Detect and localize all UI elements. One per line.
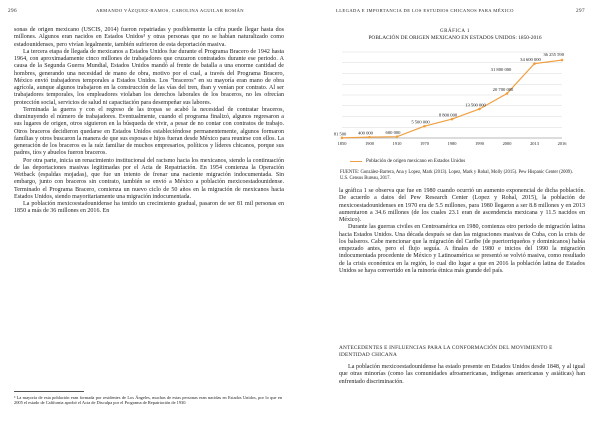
figure-label: GRÁFICA 1 — [440, 29, 470, 34]
data-label: 13 500 000 — [465, 102, 486, 108]
x-tick-label: 1980 — [447, 141, 457, 146]
data-point — [506, 92, 509, 95]
paragraph: Terminada la guerra y con el regreso de las tropas se acabó la necesidad de contratar braceros, disminuyendo el número de trabajadores. Eventualmente, cuando el programa finalizó, algunos regresaron a sus lugares de origen, otros siguieron en la búsqueda de vivir, a pesar de no contar con contratos de trabajo. Otros braceros decidieron quedarse en Estados Unidos estableciéndose permanentemente, algunos formaron familias y otros buscaron la manera de que sus esposas e hijos fueran desde México para reunirse con ellos. La generación de los braceros es la raíz familiar de muchos empresarios, políticos y líderes chicanos, porque sus padres, tíos y abuelos fueron braceros. — [14, 106, 284, 157]
paragraph: la gráfica 1 se observa que fue en 1980 cuando ocurrió un aumento exponencial de dicha población. De acuerdo a datos del Pew Research Center (Lopez y Rohal, 2015), la población de mexicoestadounidenses en 1970 era de 5.5 millones, para 1980 llegaron a ser 8.8 millones y en 2013 aumentaron a 34.6 millones (de los cuales 23.1 eran de ascendencia mexicana y 11.5 nacidos en México). — [339, 188, 585, 223]
data-label: 8 800 000 — [438, 112, 458, 118]
data-label: 81 500 — [333, 131, 347, 137]
x-tick-label: 2013 — [530, 141, 539, 146]
data-point — [478, 108, 481, 111]
footnote: ³ La mayoría de esta población eran formada por residentes de Los Ángeles, muchas de estas personas eran nacidas en Estados Unidos, por lo que en 2005 el estado de California aprobó el Acta de Disculpa por el Programa de Repatriación de 1930. — [14, 395, 282, 406]
annotation-label: 31 800 000 — [490, 67, 512, 73]
data-label: 400 000 — [358, 130, 373, 136]
data-point — [341, 137, 344, 140]
running-head: LLEGADA E IMPORTANCIA DE LOS ESTUDIOS CHICANOS PARA MÉXICO — [336, 8, 514, 13]
running-head: ARMANDO VÁZQUEZ-RAMOS, CAROLINA AGUILAR ROMÁN — [96, 8, 244, 13]
footnote-rule — [14, 391, 84, 392]
figure-title: POBLACIÓN DE ORIGEN MEXICANO EN ESTADOS UNIDOS: 1850-2016 — [368, 35, 542, 41]
data-label: 36 255 590 — [543, 52, 564, 58]
paragraph: Por otra parte, inicia un renacimiento institucional del racismo hacia los mexicanos, siendo la continuación de las deportaciones masivas legitimadas por el Acta de Repatriación. En 1954 comienza la Operación Wetback (espaldas mojadas), que fue un intento de frenar una naciente migración indocumentada. Sin embargo, junto con braceros sin contrato, también se envió a México a población mexicoestadounidense. Terminado el Programa Bracero, comienza un nuevo ciclo de 50 años en la migración de mexicanos hacia Estados Unidos, siendo mayoritariamente una migración indocumentada. — [14, 157, 284, 200]
x-tick-label: 2000 — [502, 141, 512, 146]
section-heading: ANTECEDENTES E INFLUENCIAS PARA LA CONFORMACIÓN DEL MOVIMIENTO E IDENTIDAD CHICANA — [339, 345, 553, 358]
x-tick-label: 2016 — [557, 141, 567, 146]
x-tick-label: 1990 — [475, 141, 484, 146]
x-tick-label: 1900 — [365, 141, 374, 146]
data-label: 20 700 000 — [492, 86, 514, 92]
paragraph: La población mexicoestadounidense ha tenido un crecimiento gradual, pasaron de ser 81 mil personas en 1850 a más de 36 millones en 2016. En — [14, 201, 284, 215]
series-line — [342, 60, 562, 138]
data-label: 34 600 000 — [520, 57, 541, 63]
body-text — [14, 27, 284, 216]
data-point — [451, 118, 454, 121]
x-tick-label: 1910 — [392, 141, 402, 146]
data-point — [533, 62, 536, 65]
population-line-chart — [333, 46, 567, 156]
data-point — [423, 125, 426, 128]
data-label: 5 500 000 — [411, 119, 430, 125]
paragraph: La tercera etapa de llegada de mexicanos a Estados Unidos fue durante el Programa Bracero de 1942 hasta 1964, con aproximadamente cinco millones de trabajadores que cruzaron contratados durante ese periodo. A causa de la Segunda Guerra Mundial, Estados Unidos mandó al frente de batalla a una enorme cantidad de hombres, generando una necesidad de mano de obra, motivo por el cual, a través del Programa Bracero, México envió trabajadores temporales a Estados Unidos. Los "braceros" en su mayoría eran mano de obra agrícola, aunque algunos trabajaron en la construcción de las vías del tren, iban y venían por contrato. Al ser trabajadores temporales, los empleadores violaban los derechos laborales de los braceros, no les ofrecían protección social, servicios de salud ni capacitación para desempeñar sus labores. — [14, 48, 284, 106]
chart-legend — [350, 159, 465, 164]
page-number: 296 — [8, 8, 17, 14]
body-text — [339, 364, 585, 386]
body-text — [339, 188, 585, 275]
x-tick-label: 1970 — [420, 141, 429, 146]
paragraph: sonas de origen mexicano (USCIS, 2014) fueron repatriadas y posiblemente la cifra puede llegar hasta dos millones. Algunos eran nacidos en Estados Unidos³ y otras personas que no se habían naturalizado como estadounidenses, pero vivían legalmente, también sufrieron de esta deportación masiva. — [14, 27, 284, 48]
paragraph: La población mexicoestadounidense ha estado presente en Estados Unidos desde 1848, y al igual que otras minorías (como las comunidades afroamericanas, indígenas americanas y asiáticas) han enfrentado discriminación. — [339, 364, 585, 385]
paragraph: Durante las guerras civiles en Centroamérica en 1980, comienza otro periodo de migración latina hacia Estados Unidos. Una década después se dan las migraciones masivas de Cuba, con la crisis de los balseros. Cabe mencionar que la migración del Caribe (de puertorriqueños y dominicanos) había empezado antes, pero el flujo seguía. A finales de 1980 e inicios del 1990 la migración indocumentada procedente de México y Latinoamérica se presentó se volvió masiva, como resultado de la crisis económica en la región, lo cual dio lugar a que en 2016 la población latina de Estados Unidos se haya convertido en la minoría étnica más grande del país. — [339, 224, 585, 274]
data-point — [368, 136, 371, 139]
legend-swatch — [350, 161, 362, 162]
figure-source: FUENTE: González-Barrera, Ana y Lopez, Mark (2013). Lopez, Mark y Rohal, Molly (2015). Pew Hispanic Center (2009). U.S. Census Bureau, 2017. — [340, 170, 573, 181]
legend-label: Población de origen mexicano en Estados Unidos — [366, 159, 466, 164]
page-number: 297 — [576, 8, 585, 14]
x-tick-label: 1850 — [337, 141, 347, 146]
data-label: 600 000 — [385, 130, 401, 136]
data-point — [561, 59, 564, 62]
right-page — [300, 0, 600, 431]
data-point — [396, 135, 399, 138]
